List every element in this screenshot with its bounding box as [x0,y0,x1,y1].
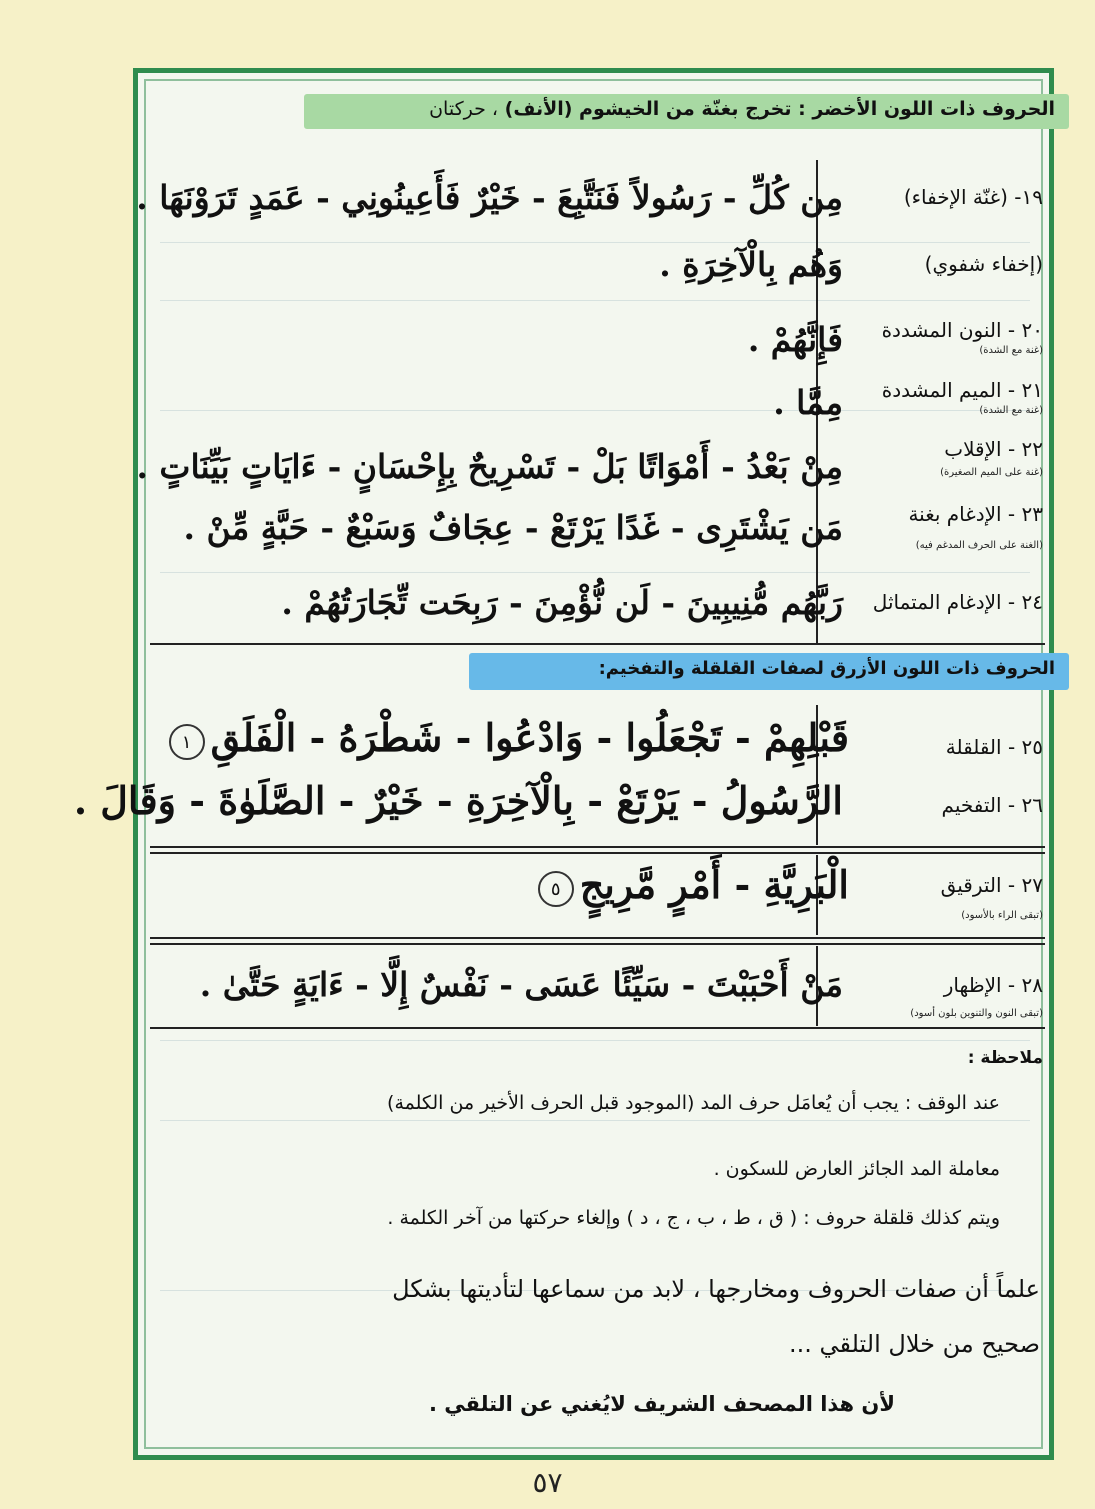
page-frame [133,68,1054,1460]
rule-25-text: قَبْلِهِمْ - تَجْعَلُوا - وَادْعُوا - شَطْرَهُ - الْفَلَقِ [210,715,849,760]
rule-23-note: (الغنة على الحرف المدغم فيه) [915,540,1043,551]
rule-20-note: (غنة مع الشدة) [979,345,1043,356]
rule-19-example: مِن كُلِّ - رَسُولاً فَنَتَّبِعَ - خَيْرٌ فَأَعِينُونِي - عَمَدٍ تَرَوْنَهَا . [136,178,843,217]
rule-22-note: (غنة على الميم الصغيرة) [940,467,1043,478]
note-line-4: علماً أن صفات الحروف ومخارجها ، لابد من سماعها لتأديتها بشكل [392,1275,1040,1303]
blue-letters-banner [469,653,1069,690]
rule-24-label: ٢٤ - الإدغام المتماثل [872,590,1043,614]
rule-27-text: الْبَرِيَّةِ - أَمْرٍ مَّرِيجٍ [579,862,849,907]
rule-28-example: مَنْ أَحْبَبْتَ - سَيِّئًا عَسَى - نَفْسٌ إِلَّا - ءَايَةٍ حَتَّىٰ . [199,965,843,1004]
rule-27-example [532,862,849,907]
ayah-marker-5: ٥ [538,871,574,907]
blue-banner-title: الحروف ذات اللون الأزرق لصفات القلقلة والتفخيم: [598,658,1055,679]
section-divider [150,852,1045,854]
rule-19b-example: وَهُم بِالْآخِرَةِ . [659,245,843,284]
rule-24-example: رَبَّهُم مُّنِيبِينَ - لَن نُّؤْمِنَ - رَبِحَت تِّجَارَتُهُمْ . [281,583,843,622]
note-heading: ملاحظة : [967,1048,1043,1068]
rule-23-example: مَن يَشْتَرِى - غَدًا يَرْتَعْ - عِجَافٌ وَسَبْعٌ - حَبَّةٍ مِّنْ . [183,508,843,547]
rule-27-label: ٢٧ - الترقيق [940,873,1043,897]
rule-21-example: مِمَّا . [773,383,843,422]
note-line-3: ويتم كذلك قلقلة حروف : ( ق ، ط ، ب ، ج ، د ) وإلغاء حركتها من آخر الكلمة . [387,1207,1000,1229]
rule-21-label: ٢١ - الميم المشددة [881,378,1043,402]
rule-21-note: (غنة مع الشدة) [979,405,1043,416]
green-letters-banner [304,94,1069,129]
rule-25-example [163,715,849,760]
note-line-5: صحيح من خلال التلقي ... [788,1330,1040,1358]
page-number: ٥٧ [532,1466,563,1499]
rule-28-label: ٢٨ - الإظهار [943,973,1043,997]
note-line-6: لأن هذا المصحف الشريف لايُغني عن التلقي . [428,1392,895,1416]
rule-23-label: ٢٣ - الإدغام بغنة [908,502,1043,526]
section-divider [150,1027,1045,1029]
note-line-2: معاملة المد الجائز العارض للسكون . [713,1158,1000,1180]
section-divider [150,643,1045,645]
rule-28-note: (تبقى النون والتنوين بلون أسود) [910,1008,1043,1019]
rule-26-example: الرَّسُولُ - يَرْتَعْ - بِالْآخِرَةِ - خَيْرٌ - الصَّلَوٰةَ - وَقَالَ . [73,778,843,823]
green-banner-suffix: ، حركتان [429,98,499,120]
page-frame-inner [144,79,1043,1449]
rule-19b-label: (إخفاء شفوي) [924,252,1043,276]
rule-22-example: مِنْ بَعْدُ - أَمْوَاتًا بَلْ - تَسْرِيحٌ بِإِحْسَانٍ - ءَايَاتٍ بَيِّنَاتٍ . [136,447,843,486]
rule-22-label: ٢٢ - الإقلاب [944,437,1043,461]
section-divider [150,937,1045,939]
rule-25-label: ٢٥ - القلقلة [945,735,1043,759]
ayah-marker-1: ١ [169,724,205,760]
section-divider [150,846,1045,848]
rule-27-note: (تبقى الراء بالأسود) [961,910,1043,921]
rule-26-label: ٢٦ - التفخيم [941,793,1043,817]
rule-20-label: ٢٠ - النون المشددة [881,318,1043,342]
green-banner-title: الحروف ذات اللون الأخضر : تخرج بغنّة من الخيشوم (الأنف) [504,98,1055,120]
note-line-1: عند الوقف : يجب أن يُعامَل حرف المد (الموجود قبل الحرف الأخير من الكلمة) [387,1092,1000,1114]
rule-20-example: فَإِنَّهُمْ . [747,320,843,359]
rule-19-label: ١٩- (غنّة الإخفاء) [903,185,1043,209]
section-divider [150,943,1045,945]
